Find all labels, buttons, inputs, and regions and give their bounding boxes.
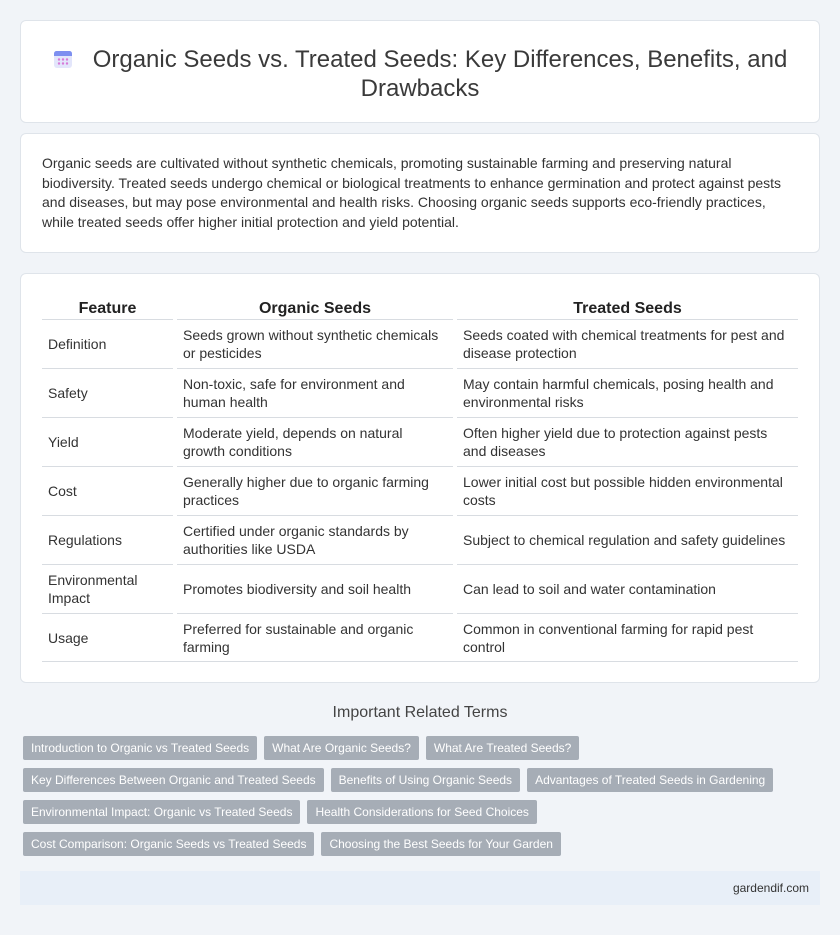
- header-feature: Feature: [78, 300, 137, 317]
- tag-row: [23, 832, 803, 856]
- header-card: [20, 20, 820, 123]
- tag-row: [23, 800, 803, 824]
- feature-cell: Safety: [42, 368, 173, 417]
- footer: [20, 871, 820, 905]
- organic-cell: Seeds grown without synthetic chemicals or pesticides: [177, 319, 453, 368]
- table-row: [42, 319, 798, 368]
- feature-cell: Yield: [42, 417, 173, 466]
- related-tag[interactable]: Benefits of Using Organic Seeds: [331, 768, 520, 792]
- feature-cell: Cost: [42, 466, 173, 515]
- feature-cell: Usage: [42, 613, 173, 662]
- treated-cell: Seeds coated with chemical treatments for pest and disease protection: [457, 319, 798, 368]
- table-header-row: [42, 296, 798, 319]
- related-terms-list: [23, 736, 803, 864]
- treated-cell: Can lead to soil and water contamination: [457, 564, 798, 613]
- treated-cell: May contain harmful chemicals, posing health and environmental risks: [457, 368, 798, 417]
- table-row: [42, 417, 798, 466]
- organic-cell: Generally higher due to organic farming practices: [177, 466, 453, 515]
- page-title-wrap: [21, 45, 819, 103]
- related-tag[interactable]: Cost Comparison: Organic Seeds vs Treated Seeds: [23, 832, 314, 856]
- page-title: Organic Seeds vs. Treated Seeds: Key Differences, Benefits, and Drawbacks: [92, 46, 788, 102]
- organic-cell: Certified under organic standards by authorities like USDA: [177, 515, 453, 564]
- comparison-table: [42, 296, 798, 662]
- table-row: [42, 613, 798, 662]
- related-terms-title: Important Related Terms: [332, 704, 508, 721]
- treated-cell: Often higher yield due to protection against pests and diseases: [457, 417, 798, 466]
- table-row: [42, 466, 798, 515]
- header-organic: Organic Seeds: [258, 300, 372, 317]
- footer-site-link[interactable]: gardendif.com: [732, 881, 809, 895]
- feature-cell: Definition: [42, 319, 173, 368]
- feature-cell: Regulations: [42, 515, 173, 564]
- table-row: [42, 368, 798, 417]
- related-tag[interactable]: Advantages of Treated Seeds in Gardening: [527, 768, 773, 792]
- related-tag[interactable]: Key Differences Between Organic and Treated Seeds: [23, 768, 324, 792]
- tag-row: [23, 736, 803, 760]
- organic-cell: Promotes biodiversity and soil health: [177, 564, 453, 613]
- organic-cell: Non-toxic, safe for environment and human health: [177, 368, 453, 417]
- related-tag[interactable]: Choosing the Best Seeds for Your Garden: [321, 832, 560, 856]
- related-tag[interactable]: What Are Organic Seeds?: [264, 736, 419, 760]
- treated-cell: Lower initial cost but possible hidden environmental costs: [457, 466, 798, 515]
- treated-cell: Subject to chemical regulation and safety guidelines: [457, 515, 798, 564]
- organic-cell: Preferred for sustainable and organic farming: [177, 613, 453, 662]
- feature-cell: Environmental Impact: [42, 564, 173, 613]
- comparison-card: [20, 273, 820, 683]
- intro-paragraph: Organic seeds are cultivated without synthetic chemicals, promoting sustainable farming and preserving natural biodiversity. Treated seeds undergo chemical or biological treatments to enhance germination and protect against pests and diseases, but may pose environmental and health risks. Choosing organic seeds supports eco-friendly practices, while treated seeds offer higher initial protection and yield potential.: [42, 155, 782, 230]
- table-row: [42, 564, 798, 613]
- related-tag[interactable]: Introduction to Organic vs Treated Seeds: [23, 736, 257, 760]
- table-row: [42, 515, 798, 564]
- calendar-icon: [53, 49, 73, 69]
- tag-row: [23, 768, 803, 792]
- intro-card: [20, 133, 820, 253]
- header-treated: Treated Seeds: [573, 300, 682, 317]
- related-tag[interactable]: Health Considerations for Seed Choices: [307, 800, 536, 824]
- organic-cell: Moderate yield, depends on natural growth conditions: [177, 417, 453, 466]
- treated-cell: Common in conventional farming for rapid pest control: [457, 613, 798, 662]
- related-tag[interactable]: Environmental Impact: Organic vs Treated Seeds: [23, 800, 300, 824]
- related-tag[interactable]: What Are Treated Seeds?: [426, 736, 579, 760]
